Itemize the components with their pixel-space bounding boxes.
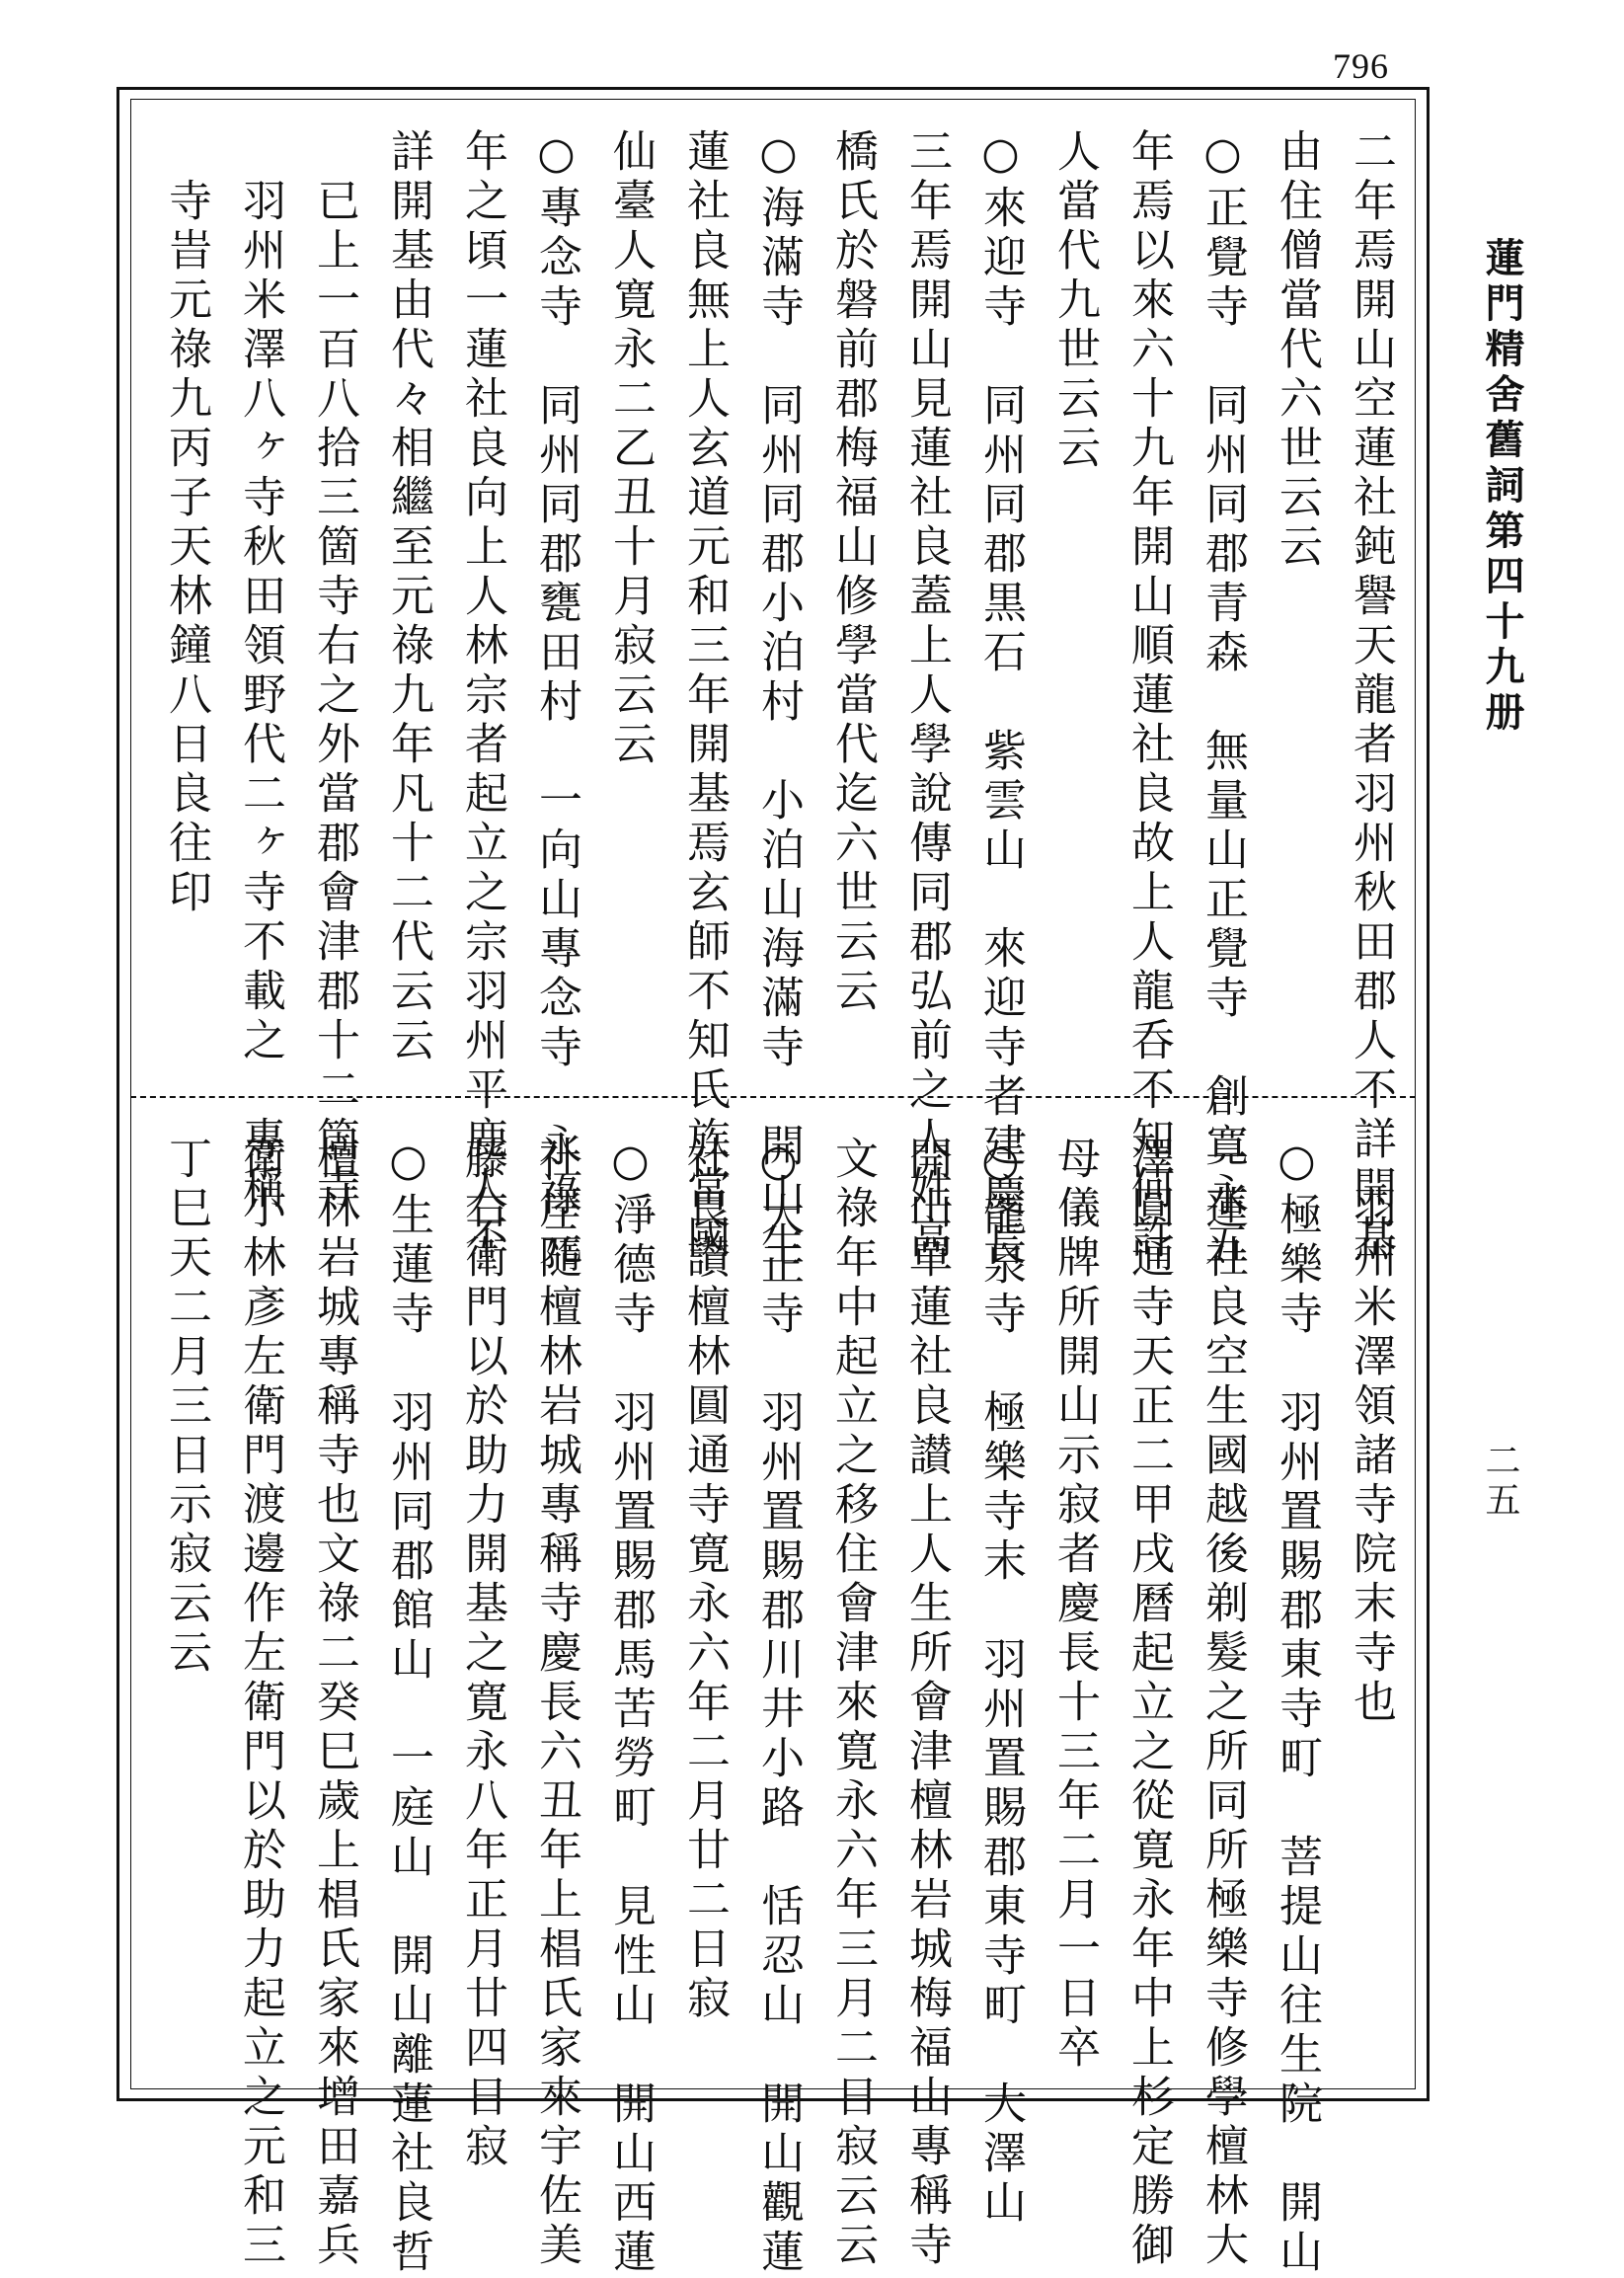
text-column: 社岸隨檀林岩城專稱寺慶長六丑年上椙氏家來宇佐美	[531, 1136, 581, 2271]
text-column: 詳開基由代々相繼至元祿九年凡十二代云云	[383, 128, 433, 1066]
lower-text-block	[133, 1136, 1396, 2278]
text-column: 二年焉開山空蓮社鈍譽天龍者羽州秋田郡人不詳開基	[1346, 128, 1396, 1264]
text-column: ○海滿寺 同州同郡小泊村 小泊山海滿寺 開山生	[753, 128, 804, 1271]
page-number: 796	[1333, 46, 1389, 86]
text-column: 橋氏於磐前郡梅福山修學當代迄六世云云	[827, 128, 878, 1017]
text-column: ○淨德寺 羽州置賜郡馬苦勞町 見性山 開山西蓮	[605, 1136, 656, 2278]
text-column: 蓮社良無上人玄道元和三年開基焉玄師不知氏族當國	[679, 128, 730, 1264]
text-column: ○極樂寺 羽州置賜郡東寺町 菩提山往生院 開山	[1272, 1136, 1322, 2278]
text-column: 人當代九世云云	[1049, 128, 1100, 474]
text-column: 社良讃檀林圓通寺寛永六年二月廿二日寂	[679, 1136, 730, 2024]
text-column: 羽州米澤領諸寺院末寺也	[1346, 1136, 1396, 1728]
text-column: 羽州米澤八ヶ寺秋田領野代二ヶ寺不載之 專稱	[235, 128, 285, 1215]
text-column: ○專念寺 同州同郡甕田村 一向山專念寺 永祿元	[531, 128, 581, 1271]
text-column: ○來迎寺 同州同郡黒石 紫雲山 來迎寺者建慶長	[975, 128, 1026, 1271]
text-column: 母儀牌所開山示寂者慶長十三年二月一日卒	[1049, 1136, 1100, 2074]
text-column: 澤圓通寺天正二甲戌曆起立之從寛永年中上杉定勝御	[1123, 1136, 1174, 2271]
running-head: 蓮門精舍舊詞第四十九册	[1479, 237, 1525, 737]
text-column: 一蓮社良空生國越後剃髮之所同所極樂寺修學檀林大	[1198, 1136, 1248, 2271]
text-column: 三年焉開山見蓮社良蓋上人學說傳同郡弘前之人姓高	[901, 128, 952, 1264]
text-column: 由住僧當代六世云云	[1272, 128, 1322, 573]
text-column: 檀林岩城專稱寺也文祿二癸巳歲上椙氏家來增田嘉兵	[309, 1136, 359, 2271]
text-column: ○大正寺 羽州置賜郡川井小路 恬忍山 開山觀蓮	[753, 1136, 804, 2278]
text-column: 仙臺人寛永二乙丑十月寂云云	[605, 128, 656, 770]
text-column: 年焉以來六十九年開山順蓮社良故上人龍呑不知何許	[1123, 128, 1174, 1264]
text-column: 寺旹元祿九丙子天林鐘八日良往印	[161, 128, 211, 918]
text-column: 已上一百八拾三箇寺右之外當郡會津郡十二箇寺	[309, 128, 359, 1215]
text-column: 丁巳天二月三日示寂云云	[161, 1136, 211, 1679]
upper-text-block	[133, 128, 1396, 1271]
text-column: 文祿年中起立之移住會津來寛永六年三月二日寂云云	[827, 1136, 878, 2271]
text-column: 年之頃一蓮社良向上人林宗者起立之宗羽州平鹿人不	[457, 128, 507, 1264]
text-column: 藤右衛門以於助力開基之寛永八年正月廿四日寂	[457, 1136, 507, 2172]
text-column: 開山單蓮社良讃上人生所會津檀林岩城梅福山專稱寺	[901, 1136, 952, 2271]
text-column: 衛小林彥左衛門渡邊作左衛門以於助力起立之元和三	[235, 1136, 285, 2271]
text-column: ○龍泉寺 極樂寺末 羽州置賜郡東寺町 大澤山	[975, 1136, 1026, 2229]
folio: 二五	[1480, 1442, 1520, 1521]
text-column: ○正覺寺 同州同郡青森 無量山正覺寺 創寛永五	[1198, 128, 1248, 1271]
text-column: ○生蓮寺 羽州同郡館山 一庭山 開山離蓮社良哲	[383, 1136, 433, 2278]
